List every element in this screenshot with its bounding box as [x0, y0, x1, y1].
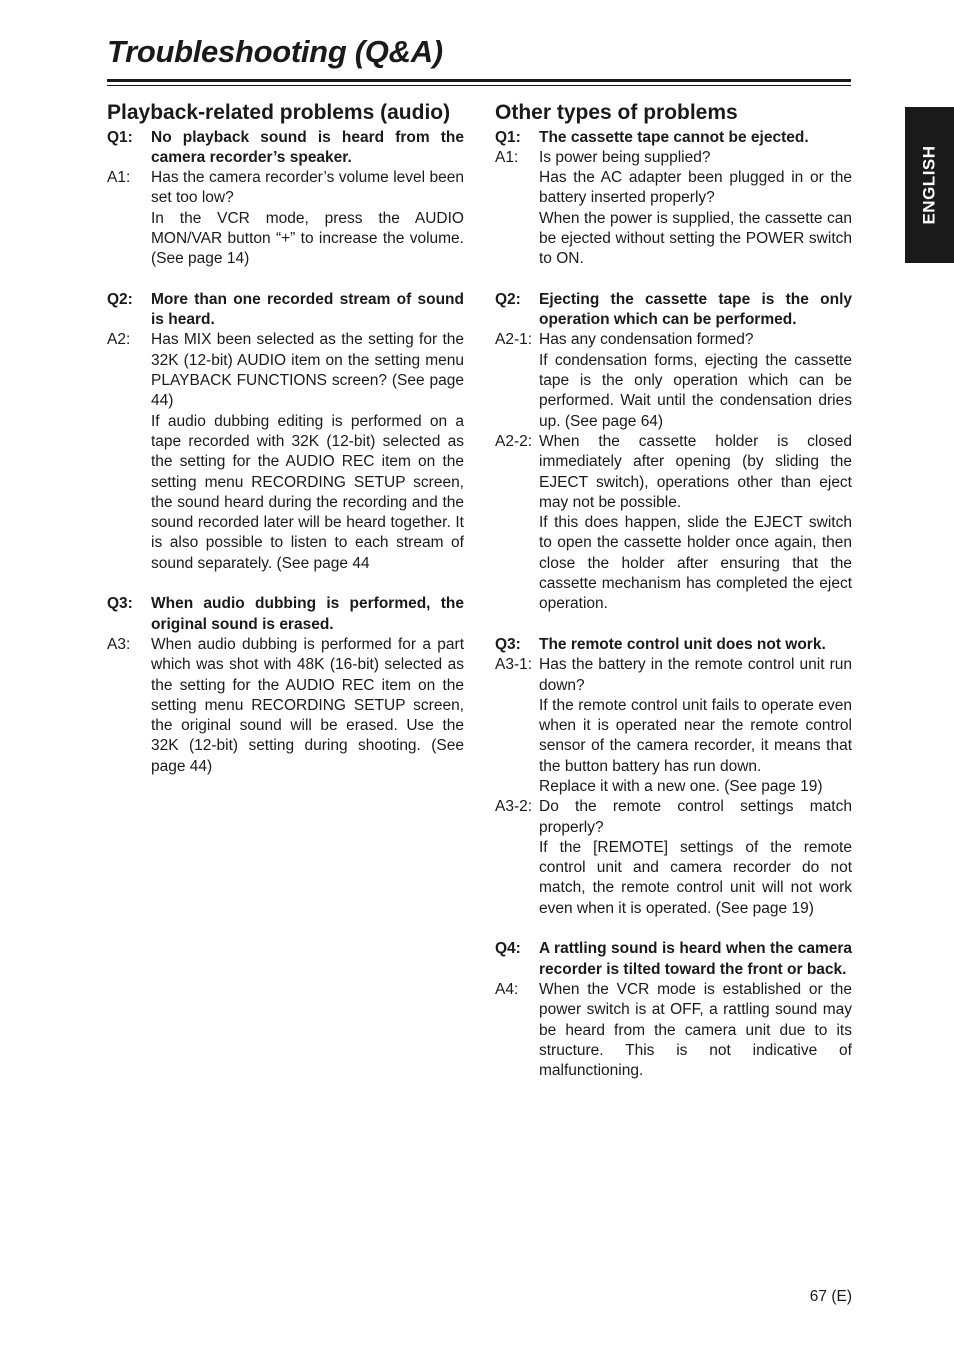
page-number: 67 (E)	[809, 1288, 852, 1305]
question-text	[539, 939, 852, 980]
question-label: Q1:	[495, 128, 521, 146]
answer-text	[539, 980, 852, 1081]
question-label: Q1:	[107, 128, 133, 146]
answer-row	[495, 330, 852, 431]
answer-text	[151, 635, 464, 777]
answer-paragraph: If audio dubbing editing is performed on a tape recorded with 32K (12-bit) selected as the setting for the AUDIO REC item on the setting menu RECORDING SETUP screen, the sound heard during the recording and the sound recorded later will be heard together. It is also possible to listen to each stream of sound separately. (See page 44	[151, 412, 464, 572]
answer-row	[495, 148, 852, 270]
answer-text	[539, 330, 852, 431]
question-paragraph: The remote control unit does not work.	[539, 635, 826, 653]
question-text	[539, 635, 852, 655]
answer-paragraph: When the cassette holder is closed immediately after opening (by sliding the EJECT switch), operations other than eject may not be possible.	[539, 432, 852, 511]
answer-text	[151, 330, 464, 574]
answer-label: A2-2:	[495, 432, 533, 450]
answer-row	[107, 635, 464, 777]
title-rule-thick	[107, 79, 851, 82]
section-heading-other: Other types of problems	[495, 101, 738, 124]
answer-paragraph: Has the battery in the remote control unit run down?	[539, 656, 852, 694]
question-text	[151, 594, 464, 635]
answer-paragraph: If condensation forms, ejecting the cassette tape is the only operation which can be performed. Wait until the condensation dries up. (See page 64)	[539, 351, 852, 430]
answer-text	[539, 432, 852, 615]
question-row	[495, 939, 852, 980]
question-label: Q3:	[107, 595, 133, 613]
language-tab-label: ENGLISH	[919, 145, 939, 225]
question-row	[107, 290, 464, 331]
answer-label: A3:	[107, 635, 131, 653]
answer-row	[107, 168, 464, 269]
section-heading-audio: Playback-related problems (audio)	[107, 101, 451, 124]
answer-paragraph: Is power being supplied?	[539, 148, 711, 166]
question-paragraph: The cassette tape cannot be ejected.	[539, 128, 809, 146]
answer-paragraph: If the remote control unit fails to operate even when it is operated near the remote control sensor of the camera recorder, it means that the button battery has run down.	[539, 696, 852, 775]
item-spacer	[107, 574, 464, 594]
item-spacer	[495, 919, 852, 939]
answer-paragraph: When the power is supplied, the cassette can be ejected without setting the POWER switch to ON.	[539, 209, 852, 268]
answer-paragraph: If the [REMOTE] settings of the remote control unit and camera recorder do not match, the remote control unit will not work even when it is operated. (See page 19)	[539, 838, 852, 917]
item-spacer	[107, 270, 464, 290]
question-paragraph: A rattling sound is heard when the camera recorder is tilted toward the front or back.	[539, 940, 852, 978]
question-row	[107, 594, 464, 635]
question-label: Q3:	[495, 635, 521, 653]
answer-paragraph: If this does happen, slide the EJECT switch to open the cassette holder once again, then close the holder after ensuring that the cassette mechanism has completed the eject operation.	[539, 514, 852, 613]
answer-label: A3-2:	[495, 798, 533, 816]
right-column	[495, 100, 852, 1081]
answer-row	[495, 797, 852, 919]
question-label: Q2:	[495, 290, 521, 308]
question-row	[495, 290, 852, 331]
answer-label: A1:	[495, 148, 519, 166]
question-label: Q2:	[107, 290, 133, 308]
answer-label: A2-1:	[495, 331, 533, 349]
answer-paragraph: Has MIX been selected as the setting for the 32K (12-bit) AUDIO item on the setting menu PLAYBACK FUNCTIONS screen? (See page 44)	[151, 331, 464, 410]
answer-row	[495, 980, 852, 1081]
item-spacer	[495, 270, 852, 290]
qa-list-other	[495, 128, 852, 1082]
question-text	[151, 290, 464, 331]
qa-list-audio	[107, 128, 464, 778]
answer-label: A2:	[107, 331, 131, 349]
answer-label: A4:	[495, 980, 519, 998]
answer-row	[107, 330, 464, 574]
answer-text	[151, 168, 464, 269]
question-row	[495, 635, 852, 655]
answer-row	[495, 655, 852, 797]
answer-paragraph: When audio dubbing is performed for a part which was shot with 48K (16-bit) selected as the setting for the AUDIO REC item on the setting menu RECORDING SETUP screen, the original sound will be erased. Use the 32K (12-bit) setting during shooting. (See page 44)	[151, 635, 464, 775]
answer-paragraph: Has any condensation formed?	[539, 331, 754, 349]
question-text	[151, 128, 464, 169]
answer-paragraph: When the VCR mode is established or the power switch is at OFF, a rattling sound may be heard from the camera unit due to its structure. This is not indicative of malfunctioning.	[539, 980, 852, 1080]
question-paragraph: No playback sound is heard from the camera recorder’s speaker.	[151, 128, 464, 166]
answer-paragraph: Do the remote control settings match properly?	[539, 798, 852, 836]
question-label: Q4:	[495, 940, 521, 958]
answer-text	[539, 148, 852, 270]
answer-paragraph: Has the camera recorder’s volume level been set too low?	[151, 169, 464, 207]
question-row	[495, 128, 852, 148]
page-title: Troubleshooting (Q&A)	[107, 34, 443, 69]
question-text	[539, 290, 852, 331]
question-paragraph: Ejecting the cassette tape is the only operation which can be performed.	[539, 290, 852, 329]
answer-label: A1:	[107, 169, 131, 187]
language-tab	[905, 107, 954, 263]
left-column	[107, 100, 464, 777]
title-rule-thin	[107, 85, 851, 86]
item-spacer	[495, 615, 852, 635]
answer-paragraph: In the VCR mode, press the AUDIO MON/VAR button “+” to increase the volume. (See page 14)	[151, 209, 464, 268]
question-text	[539, 128, 852, 148]
answer-paragraph: Has the AC adapter been plugged in or the battery inserted properly?	[539, 169, 852, 207]
answer-text	[539, 797, 852, 919]
question-paragraph: When audio dubbing is performed, the original sound is erased.	[151, 595, 464, 633]
answer-paragraph: Replace it with a new one. (See page 19)	[539, 778, 823, 795]
question-paragraph: More than one recorded stream of sound is heard.	[151, 290, 464, 329]
answer-label: A3-1:	[495, 656, 533, 674]
answer-row	[495, 432, 852, 615]
answer-text	[539, 655, 852, 797]
question-row	[107, 128, 464, 169]
